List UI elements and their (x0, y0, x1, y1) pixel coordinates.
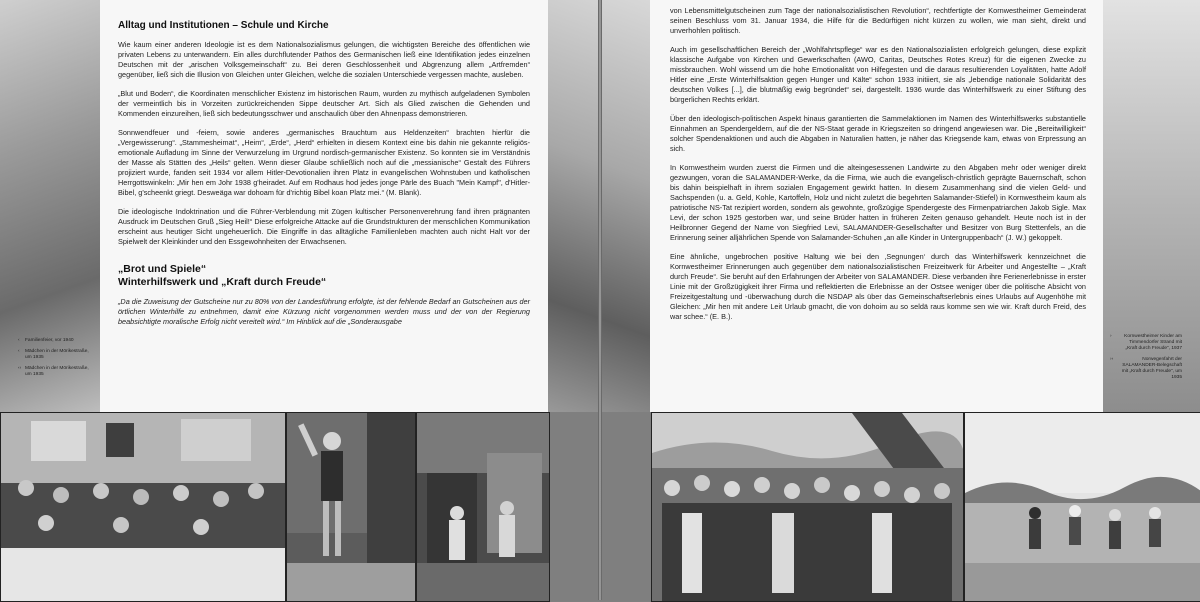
caption-arrow-icon: ‹ (18, 349, 20, 354)
left-text-column (118, 20, 530, 336)
paragraph: Die ideologische Indoktrination und die Führer-Verblendung mit Zügen kultischer Personenverehrung fand ihren prägnanten Ausdruck im Deutschen Gruß „Sieg Heil!“ Diese erfolgreiche Attacke auf die Grundstrukturen der menschlichen Kommunikation erscheint aus heutiger Sicht ungeheuerlich. Die Eingriffe in das alltägliche Familienleben machten auch nicht Halt vor der Spielwelt der Kleinkinder und den Essgewohnheiten der Erwachsenen. (118, 207, 530, 246)
section-heading: Alltag und Institutionen – Schule und Kirche (118, 20, 329, 31)
subheading (118, 263, 530, 289)
girl-street-image (417, 413, 549, 601)
photo-norway-trip (651, 412, 964, 602)
paragraph: von Lebensmittelgutscheinen zum Tage der nationalsozialistischen Revolution“, rechtfertigte der Kornwestheimer Gemeinderat seinen Beschluss vom 31. Januar 1934, die Hilfe für die Bedürftigen nicht kürzen zu wollen, wie man sieht, direkt und unverhohlen politisch. (670, 6, 1086, 35)
right-text-column (670, 6, 1086, 331)
photo-girl-street (416, 412, 550, 602)
paragraph: Wie kaum einer anderen Ideologie ist es dem Nationalsozialismus gelungen, die wichtigsten Bereiche des öffentlichen wie privaten Lebens zu unterwandern. Ein alles durchflutender Pathos des Germanischen ließ eine Identifikation jedes einzelnen Deutschen mit der „arischen Volksgemeinschaft“ zu. Bei deren Geschlossenheit und Abgrenzung allem „Artfremden“ gegenüber, ließ sich die Illusion von Gleichen unter Gleichen, welche die sozialen Unterschiede vergessen machte, ausleben. (118, 40, 530, 79)
paragraph: Eine ähnliche, ungebrochen positive Haltung wie bei den ‚Segnungen‘ durch das Winterhilfswerk kennzeichnet die Kornwestheimer Erinnerungen auch gegenüber dem nationalsozialistischen Freizeitwerk für Arbeiter und Angestellte – „Kraft durch Freude“. Sie beruht auf den Erfahrungen der Arbeiter von SALAMANDER. Diese verbanden ihre Ferienerlebnisse in erster Linie mit der Großzügigkeit ihrer Firma und reflektierten die Erlebnisse an der Ostsee weniger über die politische Absicht von Freizeitgestaltung und -überwachung durch die NSDAP als über das Gemeinschaftserlebnis eines Urlaubs auf Augenhöhe mit Gleichen: „Mir hen mit andere Leit Urlaub gmacht, die von dohoim au so seldä raus komme sen wie wir. Kraft durch Freid, des war schee.“ (E. B.). (670, 252, 1086, 321)
photo-girl-salute (286, 412, 416, 602)
paragraph: In Kornwestheim wurden zuerst die Firmen und die alteingesessenen Landwirte zu den Abgaben mehr oder weniger direkt gezwungen, voran die SALAMANDER-Werke, da die Firma, wie auch die evangelisch-christlich geprägte Bauernschaft, schon bis dahin beispielhaft in ihrem sozialen Engagement gewirkt hatten. In diesem Zusammenhang sind die vielen Geld- und Sachspenden (u. a. Geld, Kohle, Kartoffeln, Holz und nicht zuletzt die begehrten Salamander-Stiefel) in Kornwestheim kaum als patriotische NS-Tat rezipiert worden, sondern als gewohnte, großzügige Spendergeste des Firmenpatriarchen Jakob Sigle. Max Levi, der schon 1925 gestorben war, und seine Brüder hatten in früheren Zeiten genauso gehandelt. Heute noch ist in der Heilbronner Gegend der Name von Siegfried Levi, SALAMANDER-Gesellschafter und Besitzer von Burg Stettenfels, an die Erinnerung seiner alljährlichen Spende von Salamander-Schuhen „an alle Kinder in Untergruppenbach“ (J. W.) gekoppelt. (670, 163, 1086, 242)
subheading-line1: „Brot und Spiele“ (118, 263, 207, 275)
caption-arrow-icon: ‹‹ (18, 366, 22, 371)
right-captions (1110, 334, 1182, 386)
timmendorf-beach-image (965, 413, 1200, 601)
caption: ‹ Familienfeier, vor 1940 (18, 338, 74, 343)
paragraph: „Blut und Boden“, die Koordinaten menschlicher Existenz im historischen Raum, wurden zu mythisch aufgeladenen Symbolen der vermeintlich bis in Vorzeiten zurückreichenden Sippe deutscher Art. Sich als Glied zwischen die Gehenden und Kommenden einzureihen, ließ sich bedeutungsschwer und anschaulich über den Ahnenpass demonstrieren. (118, 89, 530, 118)
photo-family-celebration (0, 412, 286, 602)
norway-trip-image (652, 413, 963, 601)
caption-arrow-icon: ›› (1110, 357, 1114, 362)
left-captions (18, 338, 94, 383)
paragraph: Sonnwendfeuer und -feiern, sowie anderes „germanisches Brauchtum aus Heldenzeiten“ brachten hierfür die „Vergewisserung“. „Stammesheimat“, „Heim“, „Erde“, „Herd“ erhielten in diesem Kontext eine bis dahin nie gekannte religiös-emotionale Aufladung im Sinne der Verwurzelung im Urgrund nordisch-germanischer Existenz. So konnten sie im Verständnis der Masse als Stätten des „Heils“ gelten. Wenn dieser Glaube schließlich noch auf die „messianische“ Gestalt des Führers projiziert wurde, fanden seit 1934 vor allem Hitler-Devotionalien ihren Platz in evangelischen Wohnstuben und katholischen Herrgottswinkeln: „Mir hen em Johr 1938 g'heiradet. Auf em Rodhaus hod jedes jonge Pärle des Buach "Mein Kampf", d'Hitler-Bibel, g'scheenkt griegt. Desweäga war dohoam für d'richtig Bibel koan Platz mei.“ (M. Blank). (118, 128, 530, 197)
family-celebration-image (1, 413, 285, 601)
caption-arrow-icon: › (1110, 334, 1112, 339)
paragraph: Über den ideologisch-politischen Aspekt hinaus garantierten die Sammelaktionen im Namen des Winterhilfswerks substantielle Einnahmen an Spendergeldern, auf die der NS-Staat gerade in Kriegszeiten so dringend angewiesen war. Die „Bereitwilligkeit“ solcher Spendenaktionen und auch die Abgaben in Naturalien hatten, je näher das Kriegsende kam, etwas von Erpressung an sich. (670, 114, 1086, 153)
girl-salute-image (287, 413, 415, 601)
paragraph: Auch im gesellschaftlichen Bereich der „Wohlfahrtspflege“ war es den Nationalsozialisten erfolgreich gelungen, diese explizit klassische Aufgabe von Kirchen und Gewerkschaften (AWO, Caritas, Deutsches Rotes Kreuz) für die eigenen Zwecke zu missbrauchen. Wohl wissend um die hohe Emotionalität von Hilfegesten und die daraus resultierenden Loyalitäten, hatte Adolf Hitler eine „Erste Winterhilfsaktion gegen Hunger und Kälte“ schon 1933 initiiert, sie als „lebendige nationale Solidarität des deutschen Volkes [...], die blutmäßig ewig begründet“ sei, dargestellt. 1936 wurde das Winterhilfswerk zu einer Stiftung des bürgerlichen Rechts erklärt. (670, 45, 1086, 104)
photo-timmendorf-beach (964, 412, 1200, 602)
caption: › Kornwestheimer Kinder am Timmendorfer Strand mit „Kraft durch Freude“, 1937 (1110, 334, 1182, 351)
paragraph: „Da die Zuweisung der Gutscheine nur zu 80% von der Landesführung erfolgte, ist der fehlende Bedarf an Gutscheinen aus der örtlichen Winterhilfe zu entnehmen, damit eine Kürzung nicht vorgenommen werden muss und der von der Regierung beabsichtigte moralische Erfolg nicht vereitelt wird.“ Im Hinblick auf die „Sonderausgabe (118, 297, 530, 326)
subheading-line2: Winterhilfswerk und „Kraft durch Freude“ (118, 276, 327, 288)
caption-arrow-icon: ‹ (18, 338, 20, 343)
caption: ›› Norwegenfahrt der SALAMANDER-Belegschaft mit „Kraft durch Freude“, um 1935 (1110, 357, 1182, 380)
caption: ‹ Mädchen in der Mörikestraße, um 1935 (18, 349, 89, 360)
caption: ‹‹ Mädchen in der Mörikestraße, um 1935 (18, 366, 89, 377)
book-spine (598, 0, 602, 600)
